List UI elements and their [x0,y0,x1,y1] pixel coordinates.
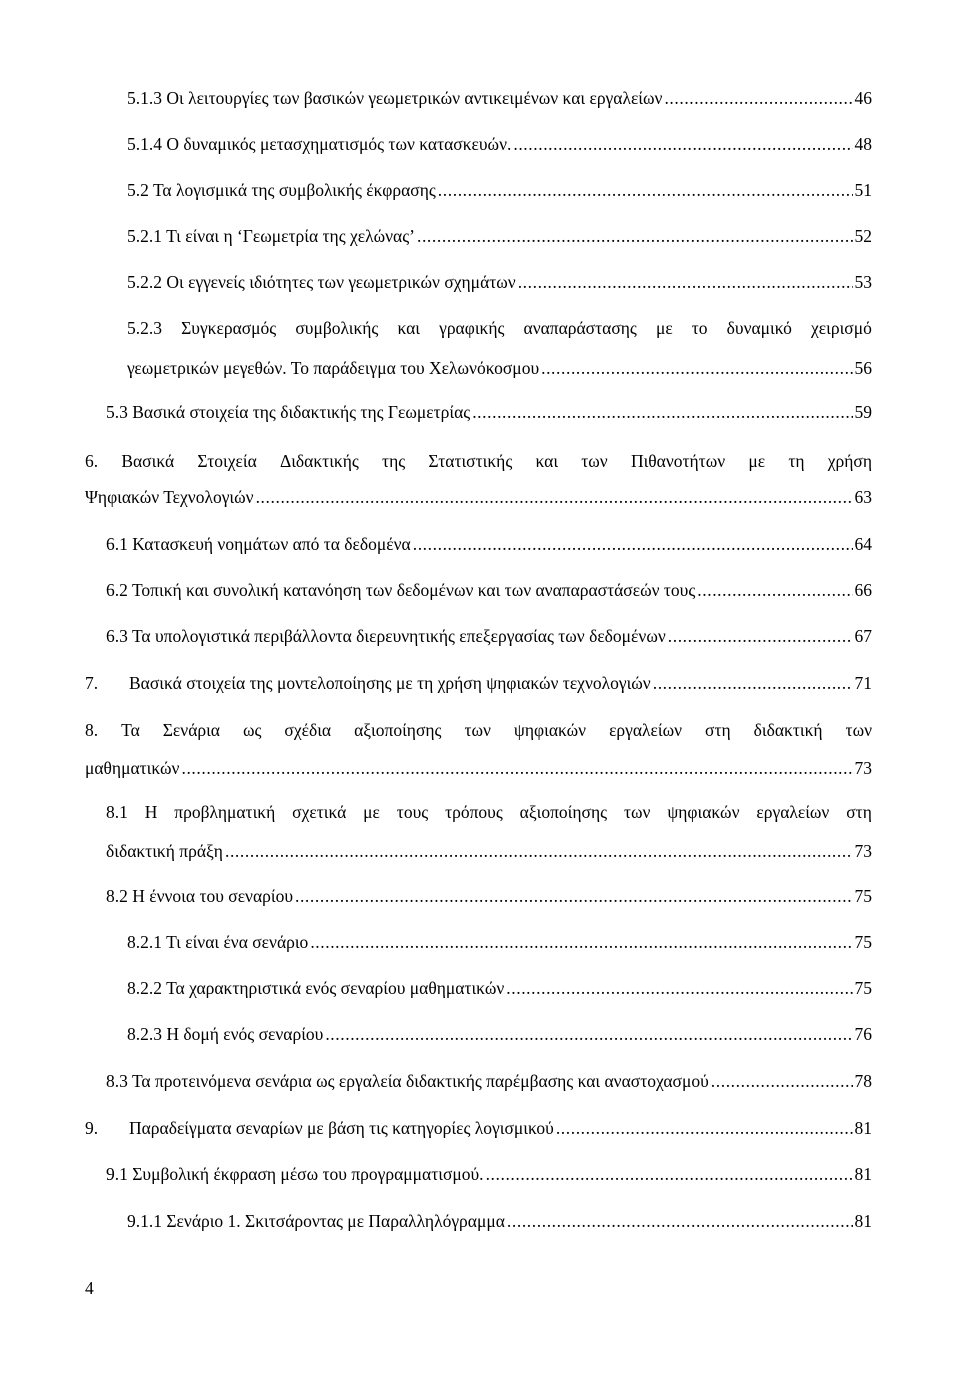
toc-entry-page: 48 [854,134,872,154]
toc-word: ψηφιακών [667,802,740,822]
toc-word: Η [144,802,158,822]
toc-word: Σενάρια [162,720,220,740]
page-number: 4 [85,1278,94,1298]
toc-entry-number: 8.3 [106,1071,128,1091]
toc-word: τους [396,802,429,822]
toc-entry-page: 76 [854,1024,872,1044]
toc-word: και [535,451,559,471]
toc-entry-number: 5.2.1 [127,226,162,246]
dot-leader [653,673,853,693]
toc-entry-number: 8.2.3 [127,1024,162,1044]
dot-leader [438,180,853,200]
toc-entry-title: Τοπική και συνολική κατανόηση των δεδομένων και των αναπαραστάσεών τους [131,580,696,600]
dot-leader [664,88,852,108]
toc-word: σχέδια [284,720,332,740]
toc-entry-title: Ο δυναμικός μετασχηματισμός των κατασκευών. [166,134,512,154]
toc-entry-title: Τα λογισμικά της συμβολικής έκφρασης [152,180,436,200]
dot-leader [295,886,853,906]
toc-entry-number: 6.2 [106,580,128,600]
toc-entry-number: 9.1.1 [127,1211,162,1231]
dot-leader [256,487,853,507]
toc-word: χρήση [827,451,872,471]
dot-leader [413,534,853,554]
toc-entry-page: 78 [854,1071,872,1091]
toc-entry-title: Η δομή ενός σεναρίου [166,1024,324,1044]
toc-entry-page: 75 [854,978,872,998]
toc-entry-page: 64 [854,534,872,554]
toc-entry-number: 7. [85,673,99,693]
toc-word: των [464,720,491,740]
toc-entry-title: Κατασκευή νοημάτων από τα δεδομένα [132,534,411,554]
toc-word: και [397,318,420,338]
toc-entry-title: Η έννοια του σεναρίου [132,886,293,906]
toc-entry-page: 73 [854,758,872,778]
toc-word: αξιοποίησης [354,720,442,740]
toc-entry-number: 9.1 [106,1164,128,1184]
toc-word: εργαλείων [609,720,683,740]
toc-entry-page: 81 [854,1164,872,1184]
toc-word: της [382,451,406,471]
toc-entry-page: 75 [854,886,872,906]
toc-entry-title: Βασικά στοιχεία της μοντελοποίησης με τη χρήση ψηφιακών τεχνολογιών [129,673,651,693]
toc-entry-title: Συμβολική έκφραση μέσω του προγραμματισμού. [132,1164,484,1184]
dot-leader [541,358,852,378]
toc-word: δυναμικό [726,318,792,338]
toc-entry-number: 8.2.1 [127,932,162,952]
toc-entry-page: 59 [854,402,872,422]
toc-entry-title: Τα χαρακτηριστικά ενός σεναρίου μαθηματικών [166,978,505,998]
toc-entry-title: Οι λειτουργίες των βασικών γεωμετρικών αντικειμένων και εργαλείων [166,88,663,108]
toc-entry-page: 81 [854,1118,872,1138]
toc-entry-number: 5.1.4 [127,134,162,154]
toc-word: Διδακτικής [279,451,359,471]
toc-entry-title: Οι εγγενείς ιδιότητες των γεωμετρικών σχημάτων [166,272,516,292]
toc-entry-number: 8.2.2 [127,978,162,998]
toc-entry-page: 56 [854,358,872,378]
toc-word: ως [242,720,262,740]
toc-word: χειρισμό [811,318,872,338]
dot-leader [310,932,852,952]
toc-entry-number: 6.3 [106,626,128,646]
toc-word: Πιθανοτήτων [630,451,726,471]
toc-word: στη [705,720,731,740]
toc-word: των [581,451,608,471]
toc-entry-page: 52 [854,226,872,246]
dot-leader [513,134,852,154]
toc-word: Στατιστικής [428,451,513,471]
dot-leader [417,226,853,246]
toc-entry-title-cont: γεωμετρικών μεγεθών. Το παράδειγμα του Χελωνόκοσμου [127,358,540,378]
toc-entry-title-cont: Ψηφιακών Τεχνολογιών [85,487,254,507]
toc-word: συμβολικής [295,318,379,338]
toc-entry-number: 5.2 [127,180,149,200]
dot-leader [518,272,853,292]
toc-entry-page: 51 [854,180,872,200]
toc-word: με [748,451,766,471]
toc-word: Στοιχεία [197,451,257,471]
dot-leader [486,1164,853,1184]
toc-word: το [691,318,708,338]
toc-word: ψηφιακών [513,720,587,740]
toc-word: των [845,720,872,740]
toc-word: σχετικά [292,802,347,822]
dot-leader [711,1071,853,1091]
toc-word: τη [788,451,805,471]
dot-leader [668,626,853,646]
dot-leader [507,1211,853,1231]
toc-entry-number: 6.1 [106,534,128,554]
toc-entry-page: 53 [854,272,872,292]
toc-entry-number: 5.3 [106,402,128,422]
toc-entry-number: 8.1 [106,802,128,822]
toc-entry-page: 73 [854,841,872,861]
toc-word: Συγκερασμός [181,318,277,338]
dot-leader [225,841,853,861]
toc-entry-number: 5.2.2 [127,272,162,292]
toc-entry-title: Τα υπολογιστικά περιβάλλοντα διερευνητικής επεξεργασίας των δεδομένων [131,626,666,646]
toc-entry-page: 75 [854,932,872,952]
toc-entry-number: 5.1.3 [127,88,162,108]
toc-entry-number: 8.2 [106,886,128,906]
dot-leader [697,580,852,600]
toc-entry-page: 63 [854,487,872,507]
toc-entry-title-cont: μαθηματικών [85,758,180,778]
toc-entry-title: Τι είναι ένα σενάριο [166,932,309,952]
toc-word: με [655,318,673,338]
toc-entry-number: 5.2.3 [127,318,162,338]
toc-entry-number: 9. [85,1118,99,1138]
toc-word: αναπαράστασης [523,318,637,338]
toc-word: Βασικά [121,451,175,471]
toc-word: στη [846,802,872,822]
toc-word: με [363,802,380,822]
toc-word: διδακτική [753,720,823,740]
toc-word: εργαλείων [756,802,830,822]
toc-entry-title: Παραδείγματα σεναρίων με βάση τις κατηγορίες λογισμικού [129,1118,554,1138]
toc-entry-title: Βασικά στοιχεία της διδακτικής της Γεωμετρίας [132,402,471,422]
toc-entry-number: 8. [85,720,99,740]
dot-leader [325,1024,852,1044]
toc-entry-title: Τα προτεινόμενα σενάρια ως εργαλεία διδακτικής παρέμβασης και αναστοχασμού [131,1071,709,1091]
dot-leader [556,1118,853,1138]
toc-entry-page: 66 [854,580,872,600]
dot-leader [472,402,852,422]
toc-entry-page: 67 [854,626,872,646]
toc-word: προβληματική [174,802,276,822]
toc-entry-title: Τι είναι η ‘Γεωμετρία της χελώνας’ [166,226,415,246]
toc-word: γραφικής [439,318,505,338]
toc-word: αξιοποίησης [519,802,608,822]
dot-leader [181,758,852,778]
toc-entry-number: 6. [85,451,99,471]
toc-word: τρόπους [445,802,503,822]
toc-entry-page: 81 [854,1211,872,1231]
toc-entry-title: Σενάριο 1. Σκιτσάροντας με Παραλληλόγραμμα [166,1211,505,1231]
toc-entry-page: 71 [854,673,872,693]
toc-word: των [623,802,651,822]
toc-entry-title-cont: διδακτική πράξη [106,841,223,861]
dot-leader [506,978,852,998]
toc-entry-page: 46 [854,88,872,108]
toc-word: Τα [121,720,140,740]
